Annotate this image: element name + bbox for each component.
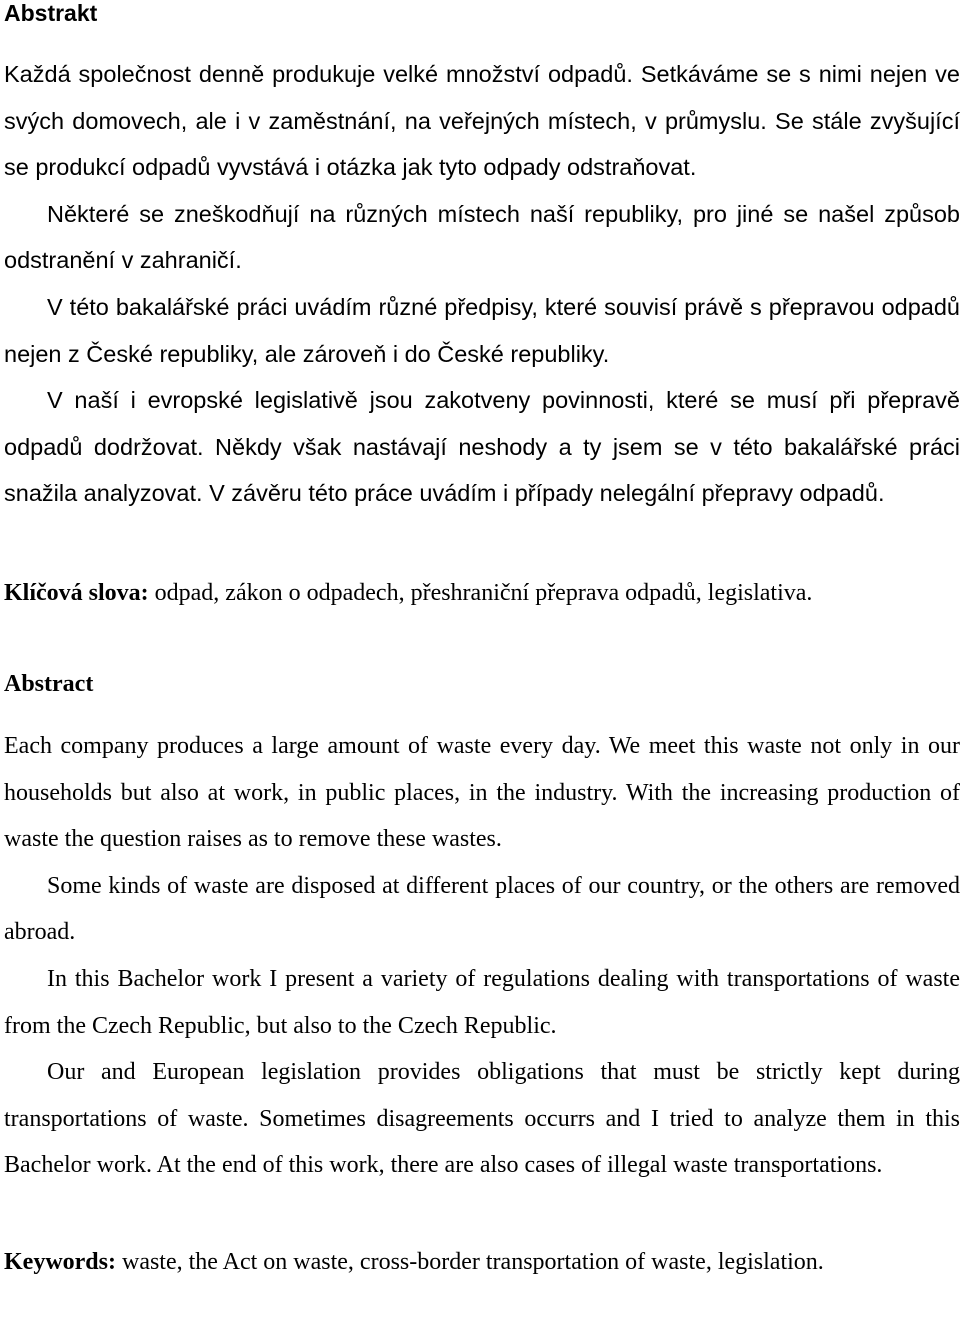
abstrakt-heading: Abstrakt: [4, 0, 98, 26]
keywords: [4, 1239, 960, 1285]
abstract-paragraph-1: Each company produces a large amount of waste every day. We meet this waste not only in our households but also at work, in public places, in the industry. With the increasing production of waste the question raises as to remove these wastes.: [4, 732, 960, 853]
abstrakt-paragraph-3: V této bakalářské práci uvádím různé předpisy, které souvisí právě s přepravou odpadů nejen z České republiky, ale zároveň i do České republiky.: [4, 293, 960, 367]
abstract-paragraph-2: Some kinds of waste are disposed at different places of our country, or the others are removed abroad.: [4, 872, 960, 946]
klicova-slova-label: Klíčová slova:: [4, 579, 149, 606]
keywords-text: waste, the Act on waste, cross-border transportation of waste, legislation.: [115, 1248, 824, 1275]
document-page: [4, 0, 960, 1285]
abstrakt-paragraph-2: Některé se zneškodňují na různých místech naší republiky, pro jiné se našel způsob odstranění v zahraničí.: [4, 200, 960, 274]
keywords-label: Keywords:: [4, 1248, 116, 1275]
abstrakt-paragraph-1: Každá společnost denně produkuje velké množství odpadů. Setkáváme se s nimi nejen ve svých domovech, ale i v zaměstnání, na veřejných místech, v průmyslu. Se stále zvyšující se produkcí odpadů vyvstává i otázka jak tyto odpady odstraňovat.: [4, 61, 960, 181]
klicova-slova-text: odpad, zákon o odpadech, přeshraniční přeprava odpadů, legislativa.: [148, 579, 813, 606]
abstract-heading: Abstract: [4, 670, 94, 697]
abstract-paragraph-3: In this Bachelor work I present a variety of regulations dealing with transportations of waste from the Czech Republic, but also to the Czech Republic.: [4, 965, 960, 1039]
klicova-slova: [4, 570, 960, 616]
abstrakt-paragraph-4: V naší i evropské legislativě jsou zakotveny povinnosti, které se musí při přepravě odpadů dodržovat. Někdy však nastávají neshody a ty jsem se v této bakalářské práci snažila analyzovat. V závěru této práce uvádím i případy nelegální přepravy odpadů.: [4, 387, 960, 507]
abstract-paragraph-4: Our and European legislation provides obligations that must be strictly kept during transportations of waste. Sometimes disagreements occurrs and I tried to analyze them in this Bachelor work. At the end of this work, there are also cases of illegal waste transportations.: [4, 1059, 960, 1179]
